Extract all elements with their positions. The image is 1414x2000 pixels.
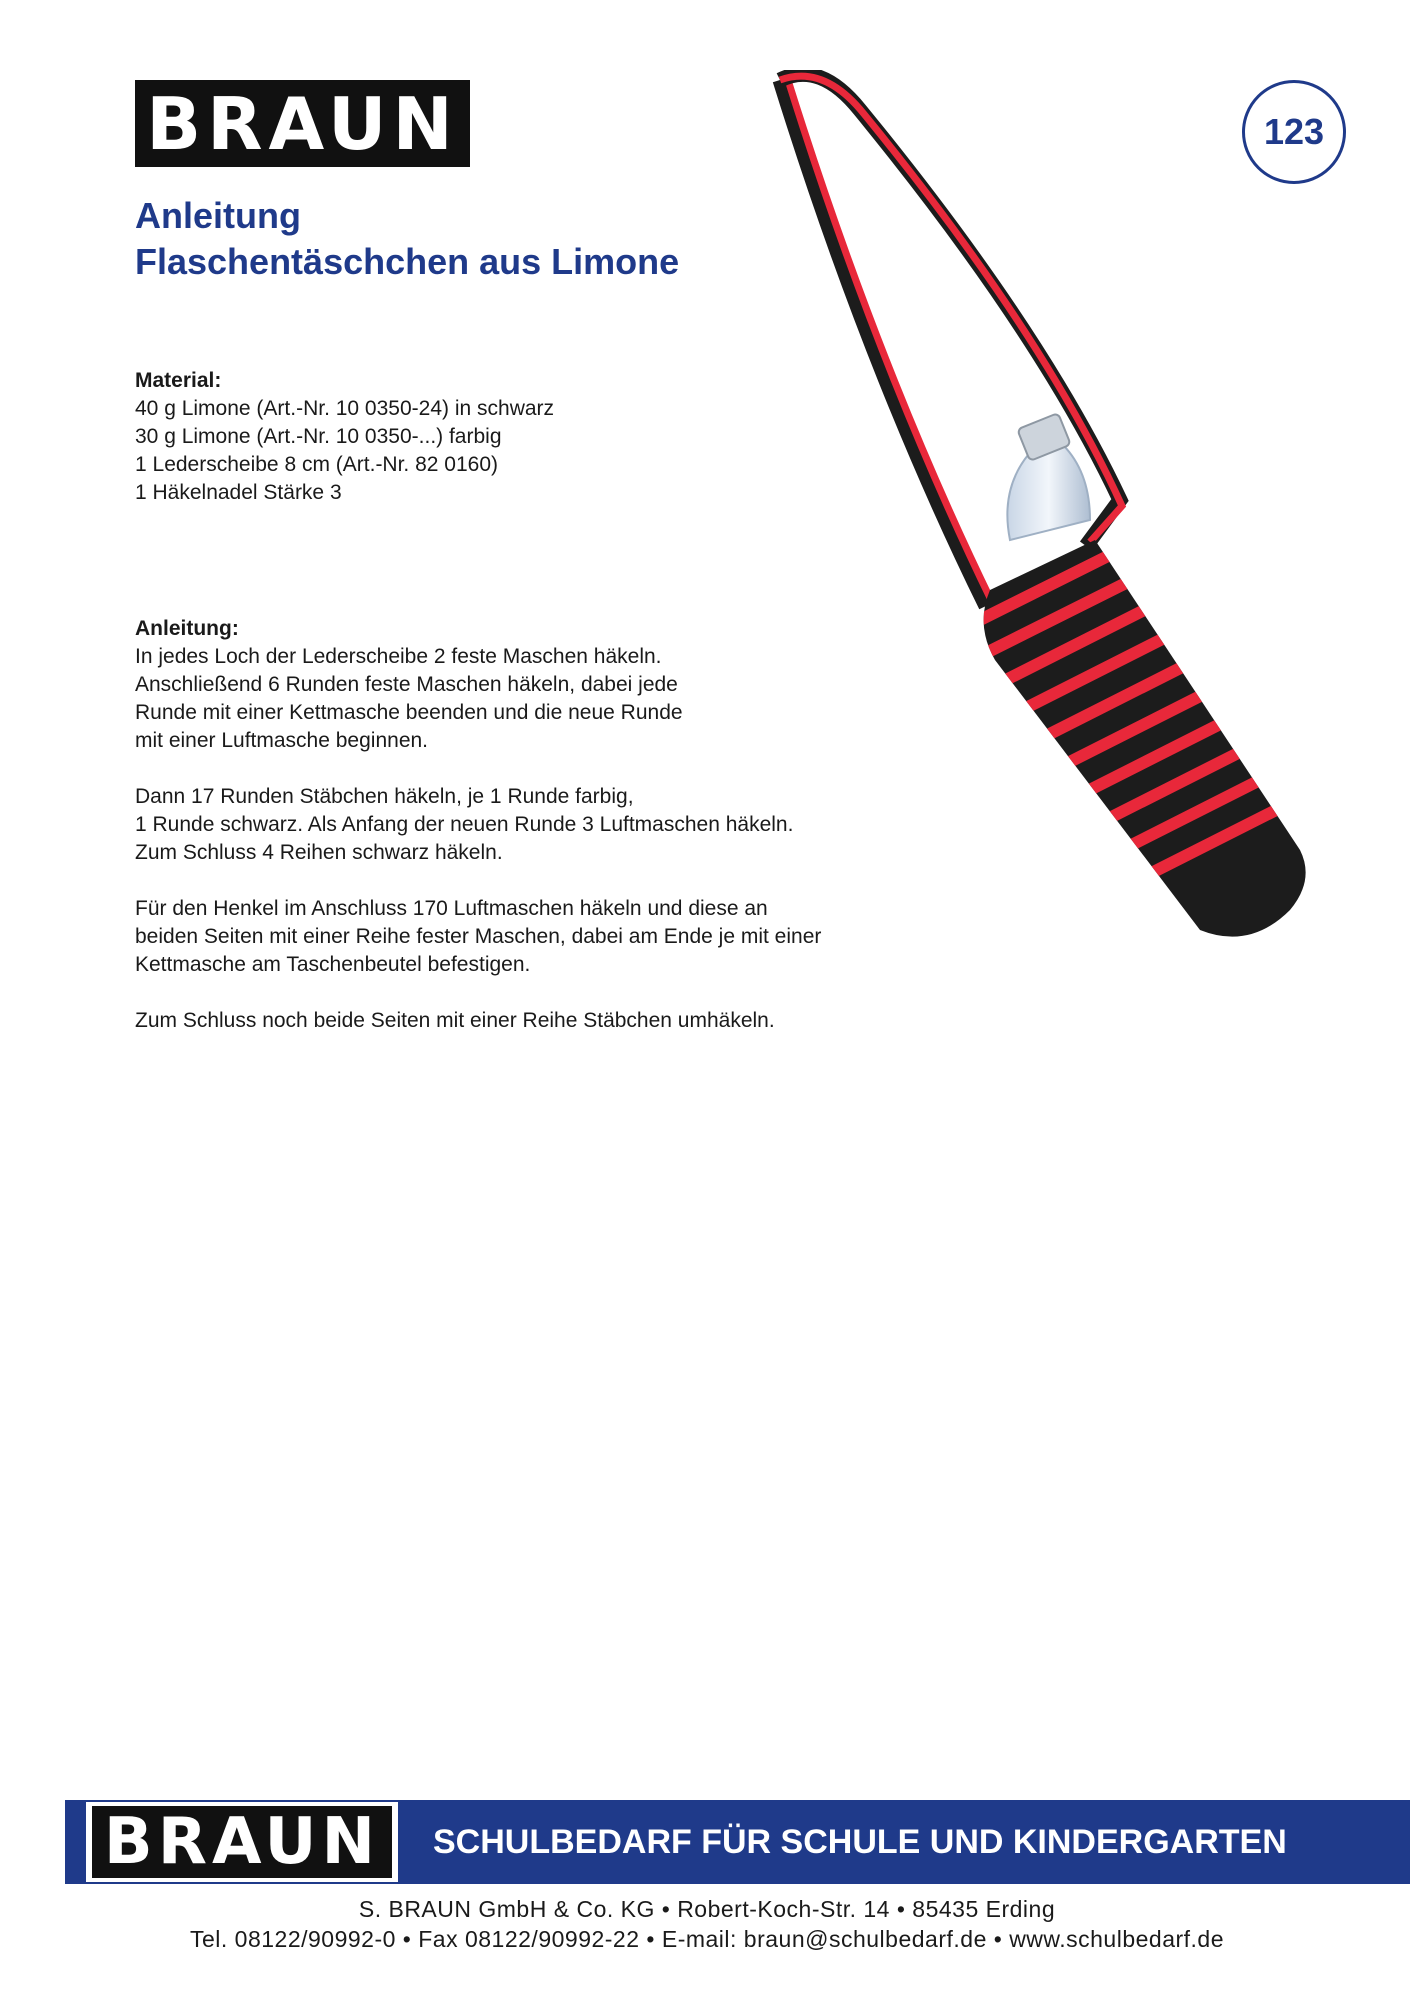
instruction-line: In jedes Loch der Lederscheibe 2 feste Maschen häkeln.: [135, 645, 662, 668]
braun-logo: [135, 80, 470, 167]
title-line-2: Flaschentäschchen aus Limone: [135, 241, 680, 282]
material-item: 1 Häkelnadel Stärke 3: [135, 481, 342, 504]
footer-logo-text: BRAUN: [103, 1805, 381, 1879]
footer-address: [0, 1894, 1414, 1954]
material-section: [135, 367, 554, 507]
instruction-line: Kettmasche am Taschenbeutel befestigen.: [135, 953, 531, 976]
instruction-line: Anschließend 6 Runden feste Maschen häkeln, dabei jede: [135, 673, 678, 696]
logo-text: BRAUN: [146, 81, 459, 166]
title-line-1: Anleitung: [135, 195, 301, 236]
instruction-line: Zum Schluss noch beide Seiten mit einer Reihe Stäbchen umhäkeln.: [135, 1009, 775, 1032]
footer-tagline: SCHULBEDARF FÜR SCHULE UND KINDERGARTEN: [433, 1823, 1287, 1861]
crocheted-bottle-bag-photo: [760, 70, 1320, 950]
instruction-line: Zum Schluss 4 Reihen schwarz häkeln.: [135, 841, 503, 864]
material-item: 1 Lederscheibe 8 cm (Art.-Nr. 82 0160): [135, 453, 499, 476]
instructions-heading: Anleitung:: [135, 617, 239, 640]
page-title: [135, 193, 679, 285]
footer-logo: [86, 1802, 398, 1882]
instruction-line: Dann 17 Runden Stäbchen häkeln, je 1 Runde farbig,: [135, 785, 634, 808]
instruction-line: Für den Henkel im Anschluss 170 Luftmaschen häkeln und diese an: [135, 897, 768, 920]
instructions-paragraph-4: [135, 1007, 955, 1035]
instruction-line: beiden Seiten mit einer Reihe fester Maschen, dabei am Ende je mit einer: [135, 925, 822, 948]
instruction-line: 1 Runde schwarz. Als Anfang der neuen Runde 3 Luftmaschen häkeln.: [135, 813, 794, 836]
footer-address-line-2: Tel. 08122/90992-0 • Fax 08122/90992-22 • E-mail: braun@schulbedarf.de • www.schulbedarf.de: [189, 1926, 1225, 1952]
material-item: 40 g Limone (Art.-Nr. 10 0350-24) in schwarz: [135, 397, 555, 420]
instruction-line: mit einer Luftmasche beginnen.: [135, 729, 429, 752]
material-item: 30 g Limone (Art.-Nr. 10 0350-...) farbig: [135, 425, 502, 448]
material-heading: Material:: [135, 369, 222, 392]
page-number: 123: [1263, 111, 1325, 152]
footer-address-line-1: S. BRAUN GmbH & Co. KG • Robert-Koch-Str. 14 • 85435 Erding: [358, 1896, 1056, 1922]
instruction-line: Runde mit einer Kettmasche beenden und die neue Runde: [135, 701, 683, 724]
